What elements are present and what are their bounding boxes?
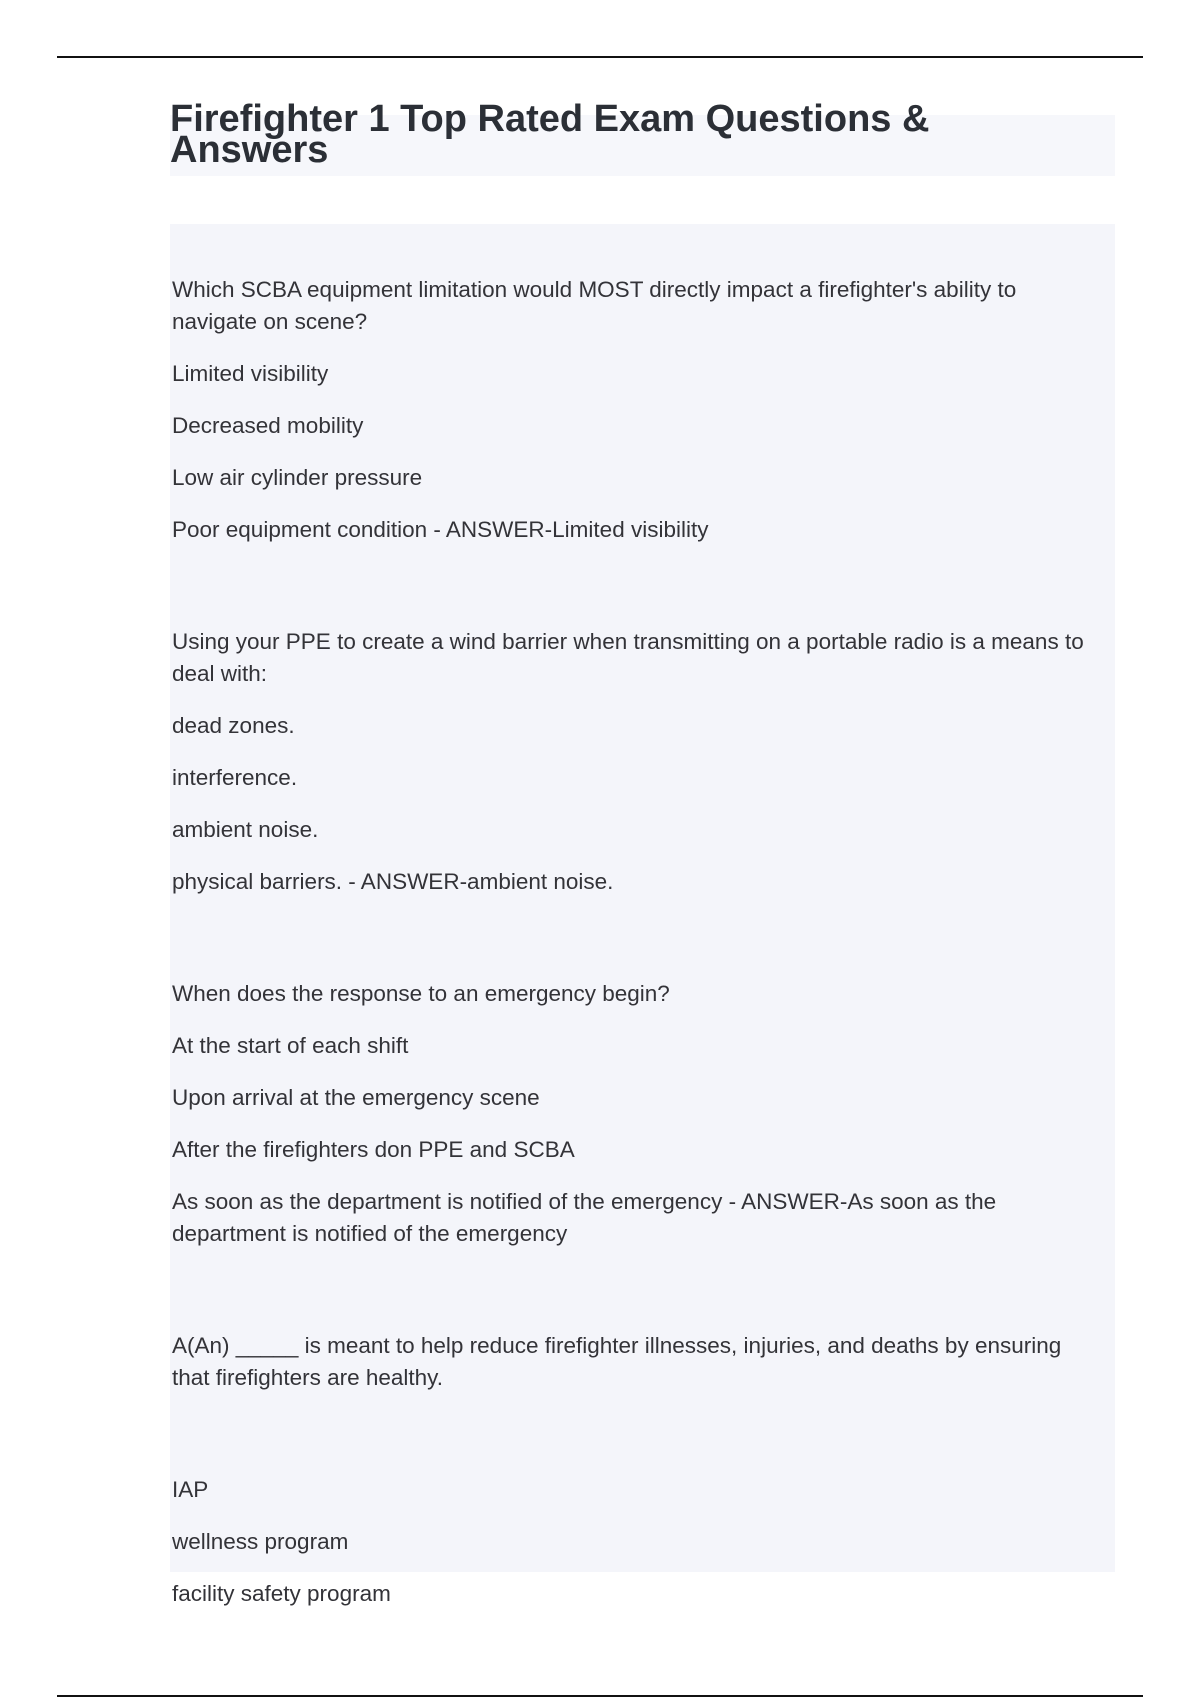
answer-option: Low air cylinder pressure (172, 465, 423, 490)
answer-option: After the firefighters don PPE and SCBA (172, 1137, 575, 1162)
answer-option-with-answer: As soon as the department is notified of the emergency - ANSWER-As soon as the department is notified of the emergency (172, 1189, 997, 1246)
question-block (172, 978, 1092, 1250)
question-text: When does the response to an emergency begin? (172, 981, 670, 1006)
bottom-rule (57, 1695, 1143, 1697)
answer-option: facility safety program (172, 1581, 391, 1606)
answer-option: Decreased mobility (172, 413, 364, 438)
answer-option: Upon arrival at the emergency scene (172, 1085, 540, 1110)
answer-option: Limited visibility (172, 361, 329, 386)
answer-option-with-answer: Poor equipment condition - ANSWER-Limited visibility (172, 517, 709, 542)
question-block (172, 274, 1092, 546)
answer-option: IAP (172, 1477, 209, 1502)
answer-option: ambient noise. (172, 817, 319, 842)
answer-option: dead zones. (172, 713, 295, 738)
answer-option: At the start of each shift (172, 1033, 409, 1058)
question-text: A(An) _____ is meant to help reduce firefighter illnesses, injuries, and deaths by ensuring that firefighters are healthy. (172, 1333, 1062, 1390)
question-block (172, 1330, 1092, 1610)
document-body (172, 274, 1092, 1630)
document-title: Firefighter 1 Top Rated Exam Questions & Answers (170, 98, 930, 171)
answer-option-with-answer: physical barriers. - ANSWER-ambient noise. (172, 869, 614, 894)
question-text: Using your PPE to create a wind barrier when transmitting on a portable radio is a means to deal with: (172, 629, 1084, 686)
answer-option: interference. (172, 765, 298, 790)
top-rule (57, 56, 1143, 58)
answer-option: wellness program (172, 1529, 349, 1554)
question-block (172, 626, 1092, 898)
question-text: Which SCBA equipment limitation would MOST directly impact a firefighter's ability to navigate on scene? (172, 277, 1017, 334)
